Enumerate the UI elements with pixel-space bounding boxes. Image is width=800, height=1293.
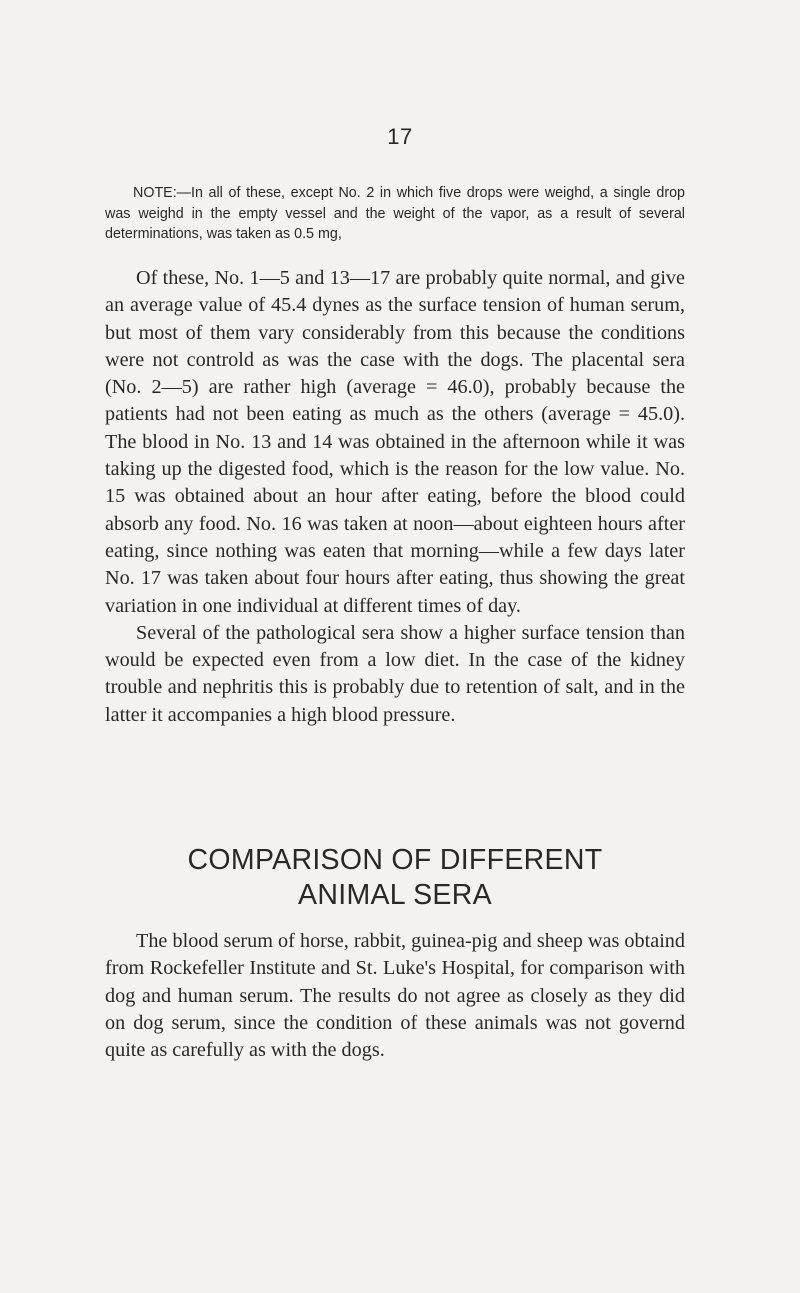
- paragraph-normal-values: Of these, No. 1—5 and 13—17 are probably quite normal, and give an average value of 45.4 dynes as the surface tension of human serum, but most of them vary considerably from this because the conditions were not controld as was the case with the dogs. The placental sera (No. 2—5) are rather high (average = 46.0), probably because the patients had not been eating as much as the others (average = 45.0). The blood in No. 13 and 14 was obtained in the afternoon while it was taking up the digested food, which is the reason for the low value. No. 15 was obtained about an hour after eating, before the blood could absorb any food. No. 16 was taken at noon—about eighteen hours after eating, since nothing was eaten that morning—while a few days later No. 17 was taken about four hours after eating, thus showing the great variation in one individual at different times of day.: [105, 267, 685, 617]
- body-section-1: [105, 265, 685, 729]
- page-number: 17: [387, 124, 413, 149]
- heading-line-2: ANIMAL SERA: [298, 879, 492, 911]
- paragraph-animal-sera: The blood serum of horse, rabbit, guinea-pig and sheep was obtaind from Rockefeller Institute and St. Luke's Hospital, for comparison with dog and human serum. The results do not agree as closely as they did on dog serum, since the condition of these animals was not governd quite as carefully as with the dogs.: [105, 930, 685, 1062]
- heading-line-1: COMPARISON OF DIFFERENT: [187, 844, 603, 876]
- footnote-note: NOTE:—In all of these, except No. 2 in which five drops were weighd, a single drop was weighd in the empty vessel and the weight of the vapor, as a result of several determinations, was taken as 0.5 mg,: [105, 185, 685, 242]
- body-section-2: [105, 928, 685, 1064]
- paragraph-pathological-sera: Several of the pathological sera show a higher surface tension than would be expected even from a low diet. In the case of the kidney trouble and nephritis this is probably due to retention of salt, and in the latter it accompanies a high blood pressure.: [105, 621, 685, 726]
- section-heading: [105, 843, 685, 913]
